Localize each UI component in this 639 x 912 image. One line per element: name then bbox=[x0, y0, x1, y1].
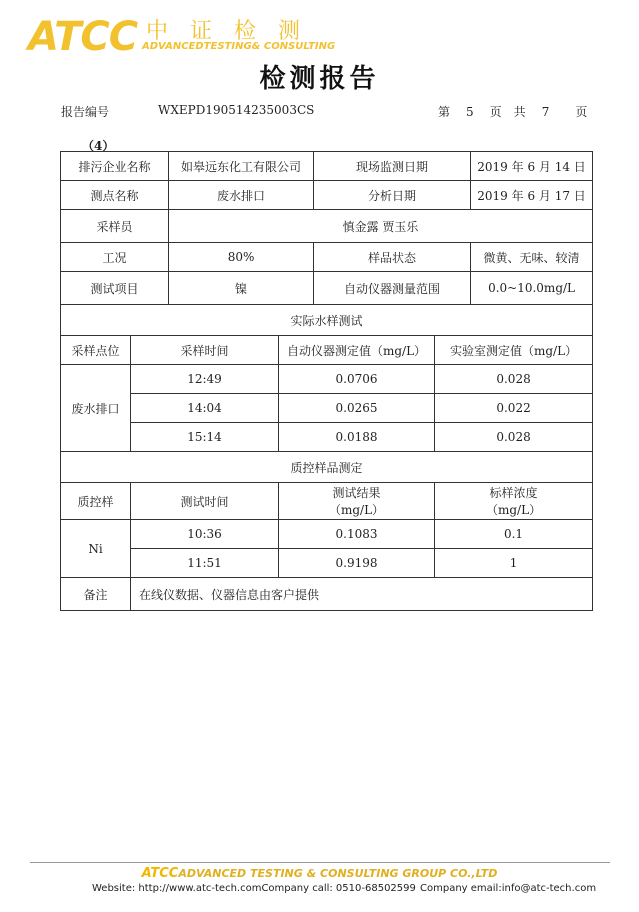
sampler-value: 慎金露 贾玉乐 bbox=[169, 210, 593, 243]
qc-header-std bbox=[435, 483, 593, 520]
remarks-text: 在线仪数据、仪器信息由客户提供 bbox=[131, 578, 593, 611]
water-header-point: 采样点位 bbox=[61, 336, 131, 365]
qc-header-row bbox=[61, 483, 593, 520]
sampler-label: 采样员 bbox=[61, 210, 169, 243]
water-time: 14:04 bbox=[131, 394, 279, 423]
company-value: 如皋远东化工有限公司 bbox=[169, 152, 314, 181]
qc-header-result bbox=[279, 483, 435, 520]
monitor-date-value: 2019 年 6 月 14 日 bbox=[471, 152, 593, 181]
logo-atcc-text: ATCC bbox=[28, 14, 138, 60]
qc-time: 10:36 bbox=[131, 520, 279, 549]
footer-website: Website: http://www.atc-tech.comCompany call: 0510-68502599 bbox=[92, 883, 416, 894]
report-title: 检测报告 bbox=[259, 64, 380, 94]
section-number: （4） bbox=[82, 139, 115, 153]
footer-divider bbox=[30, 862, 610, 863]
point-label: 测点名称 bbox=[61, 181, 169, 210]
table-row bbox=[61, 394, 593, 423]
footer-brand-logo: ATCC bbox=[141, 866, 179, 881]
logo-subtitle: ADVANCEDTESTING& CONSULTING bbox=[142, 41, 336, 52]
info-row bbox=[61, 243, 593, 272]
section-header-row bbox=[61, 452, 593, 483]
qc-sample-value: Ni bbox=[61, 520, 131, 578]
page-total: 7 bbox=[541, 105, 550, 119]
analysis-date-value: 2019 年 6 月 17 日 bbox=[471, 181, 593, 210]
sample-state-label: 样品状态 bbox=[314, 243, 471, 272]
water-lab-value: 0.028 bbox=[435, 423, 593, 452]
analysis-date-label: 分析日期 bbox=[314, 181, 471, 210]
info-row bbox=[61, 210, 593, 243]
page-di: 第 bbox=[438, 105, 451, 119]
page-ye: 页 bbox=[489, 105, 502, 119]
table-row bbox=[61, 549, 593, 578]
sample-state-value: 微黄、无味、较清 bbox=[471, 243, 593, 272]
page-gong: 共 bbox=[513, 105, 526, 119]
info-row bbox=[61, 152, 593, 181]
qc-time: 11:51 bbox=[131, 549, 279, 578]
qc-std: 0.1 bbox=[435, 520, 593, 549]
water-time: 15:14 bbox=[131, 423, 279, 452]
water-lab-value: 0.028 bbox=[435, 365, 593, 394]
qc-header-result-line1: 测试结果 bbox=[332, 486, 381, 500]
footer-brand-name: ADVANCED TESTING & CONSULTING GROUP CO.,LTD bbox=[178, 867, 498, 880]
table-row bbox=[61, 520, 593, 549]
report-no-label: 报告编号 bbox=[61, 105, 110, 119]
info-row bbox=[61, 181, 593, 210]
qc-header-std-line1: 标样浓度 bbox=[489, 486, 538, 500]
water-section-title: 实际水样测试 bbox=[61, 305, 593, 336]
point-value: 废水排口 bbox=[169, 181, 314, 210]
monitor-date-label: 现场监测日期 bbox=[314, 152, 471, 181]
range-value: 0.0~10.0mg/L bbox=[471, 272, 593, 305]
water-auto-value: 0.0188 bbox=[279, 423, 435, 452]
qc-std: 1 bbox=[435, 549, 593, 578]
footer-brand bbox=[0, 866, 639, 881]
remarks-label: 备注 bbox=[61, 578, 131, 611]
item-value: 镍 bbox=[169, 272, 314, 305]
qc-header-std-line2: （mg/L） bbox=[486, 503, 542, 517]
water-header-lab: 实验室测定值（mg/L） bbox=[435, 336, 593, 365]
range-label: 自动仪器测量范围 bbox=[314, 272, 471, 305]
water-auto-value: 0.0265 bbox=[279, 394, 435, 423]
qc-result: 0.9198 bbox=[279, 549, 435, 578]
item-label: 测试项目 bbox=[61, 272, 169, 305]
section-header-row bbox=[61, 305, 593, 336]
table-row bbox=[61, 423, 593, 452]
condition-label: 工况 bbox=[61, 243, 169, 272]
footer-email: Company email:info@atc-tech.com bbox=[420, 883, 597, 894]
qc-header-sample: 质控样 bbox=[61, 483, 131, 520]
company-label: 排污企业名称 bbox=[61, 152, 169, 181]
report-table bbox=[60, 151, 593, 611]
qc-header-time: 测试时间 bbox=[131, 483, 279, 520]
info-row bbox=[61, 272, 593, 305]
water-header-auto: 自动仪器测定值（mg/L） bbox=[279, 336, 435, 365]
water-time: 12:49 bbox=[131, 365, 279, 394]
condition-value: 80% bbox=[169, 243, 314, 272]
page-current: 5 bbox=[466, 105, 474, 119]
qc-result: 0.1083 bbox=[279, 520, 435, 549]
water-auto-value: 0.0706 bbox=[279, 365, 435, 394]
qc-header-result-line2: （mg/L） bbox=[328, 503, 385, 517]
water-lab-value: 0.022 bbox=[435, 394, 593, 423]
table-row bbox=[61, 365, 593, 394]
report-no-value: WXEPD190514235003CS bbox=[158, 103, 315, 117]
logo-chinese-text: 中证检测 bbox=[146, 19, 323, 44]
qc-section-title: 质控样品测定 bbox=[61, 452, 593, 483]
water-header-time: 采样时间 bbox=[131, 336, 279, 365]
page-ye-2: 页 bbox=[575, 105, 588, 119]
remarks-row bbox=[61, 578, 593, 611]
page-indicator bbox=[438, 103, 587, 120]
water-point-value: 废水排口 bbox=[61, 365, 131, 452]
water-header-row bbox=[61, 336, 593, 365]
